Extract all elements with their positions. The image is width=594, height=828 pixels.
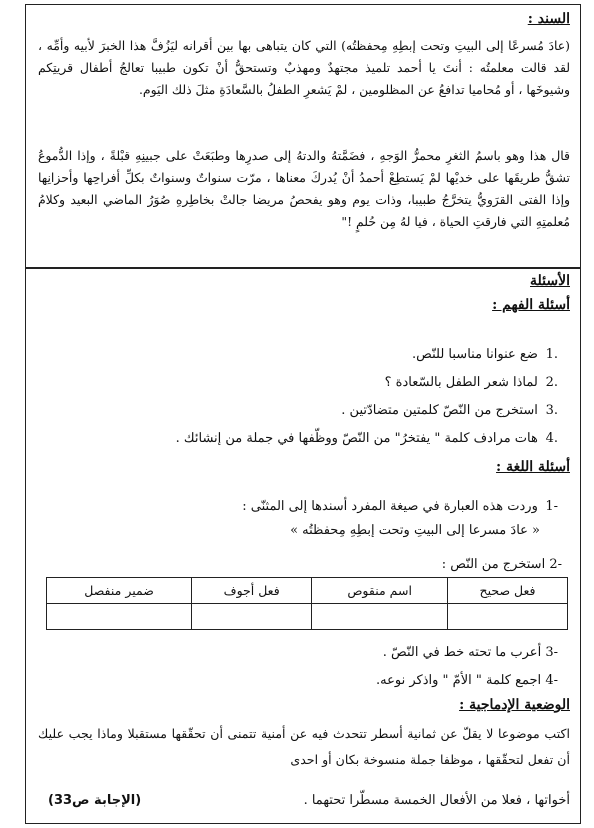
language-question-1-quote: « عادَ مسرعا إلى البيتِ وتحت إبطِهِ مِحفظتُه » [290,523,540,538]
table-cell-answer[interactable] [312,604,448,630]
comprehension-question-3: .3 استخرج من النّصّ كلمتين متضادّتين . [341,403,558,418]
questions-heading-row [40,271,570,292]
extraction-table-answer-row [47,604,568,630]
sanad-heading: السند : [527,11,570,27]
table-header-separate-pronoun: ضمير منفصل [47,578,192,604]
comprehension-heading: أسئلة الفهم : [492,297,570,313]
extraction-table-header-row [47,578,568,604]
table-header-defective-noun: اسم منقوص [312,578,448,604]
table-cell-answer[interactable] [448,604,568,630]
comprehension-question-4: .4 هات مرادف كلمة " يفتخرُ" من النّصّ ووظّفها في جملة من إنشائك . [175,431,558,446]
table-header-sound-verb: فعل صحيح [448,578,568,604]
integration-text-end: أخواتها ، فعلا من الأفعال الخمسة مسطّرا تحتهما . [303,793,570,808]
comprehension-question-1: .1 ضع عنوانا مناسبا للنّص. [412,347,558,362]
language-question-1: -1 وردت هذه العبارة في صيغة المفرد أسندها إلى المثنّى : [242,499,558,514]
comprehension-question-2: .2 لماذا شعر الطفل بالسّعادة ؟ [384,375,558,390]
language-heading: أسئلة اللغة : [496,459,570,475]
language-question-2: -2 استخرج من النّص : [441,557,562,572]
table-cell-answer[interactable] [47,604,192,630]
answer-page-reference: (الإجابة ص33) [48,793,142,808]
questions-heading: الأسئلة [530,273,570,289]
worksheet-frame [25,4,581,824]
sanad-paragraph-2: قال هذا وهو باسمُ الثغرِ محمرُّ الوَجهِ ، فضَمَّتهُ والدتهُ إلى صدرِها وطبَعَتْ على جبينِهِ قبْلةً ، وإذا الدُّموعُ تشقُّ طريقَها على خديْها لمْ يَستطِعْ أحمدُ أنْ يُدركَ معناها ، مرّت سنواتٌ وسنواتٌ بكلِّ أفراحِها وأحزانِها وإذا الفتى القرَويُّ يتخرَّجُ طبيبا، وذات يوم وهو يفحصُ مريضا جالتْ بخاطِرهِ صُوَرُ الماضي البعيد وكلامُ مُعلمتِهِ التي فارقتِ الحياة ، فيا لهُ مِن حُلمٍ !" [38,148,570,229]
comprehension-heading-row [40,295,570,316]
integration-text: اكتب موضوعا لا يقلّ عن ثمانية أسطر تتحدث فيه عن أمنية تتمنى أن تحقّقها مستقبلا وماذا يجب عليك أن تفعل لتحقّقها ، موظفا جملة منسوخة بكان أو احدى [38,726,570,767]
language-question-3: -3 أعرب ما تحته خط في النّصّ . [382,645,558,660]
language-heading-row [40,457,570,478]
extraction-table [46,577,568,630]
section-divider [26,267,580,269]
table-header-hollow-verb: فعل أجوف [192,578,312,604]
integration-heading: الوضعية الإدماجية : [459,697,570,713]
language-question-4: -4 اجمع كلمة " الأمّ " واذكر نوعه. [376,673,558,688]
integration-heading-row [40,695,570,716]
sanad-section [40,9,570,30]
sanad-paragraph-1: (عادَ مُسرعًا إلى البيتِ وتحت إبطِهِ مِحفظتُه) التي كان يتباهى بها بين أقرانه ليَزُفَّ هذا الخبرَ لأبيه وأمِّه ، لقد قالت معلمتُه : أنتَ يا أحمد تلميذ مجتهدٌ ومهذبٌ وتستحقُّ أنْ تكون طبيبا تعالجُ أطفال قريتِكم وشيوخَها ، أو مُحاميا تدافعُ عن المظلومين ، لمْ يَشعرِ الطفلُ بالسَّعادَةِ مثلَ ذلك اليَوم. [38,38,570,97]
table-cell-answer[interactable] [192,604,312,630]
